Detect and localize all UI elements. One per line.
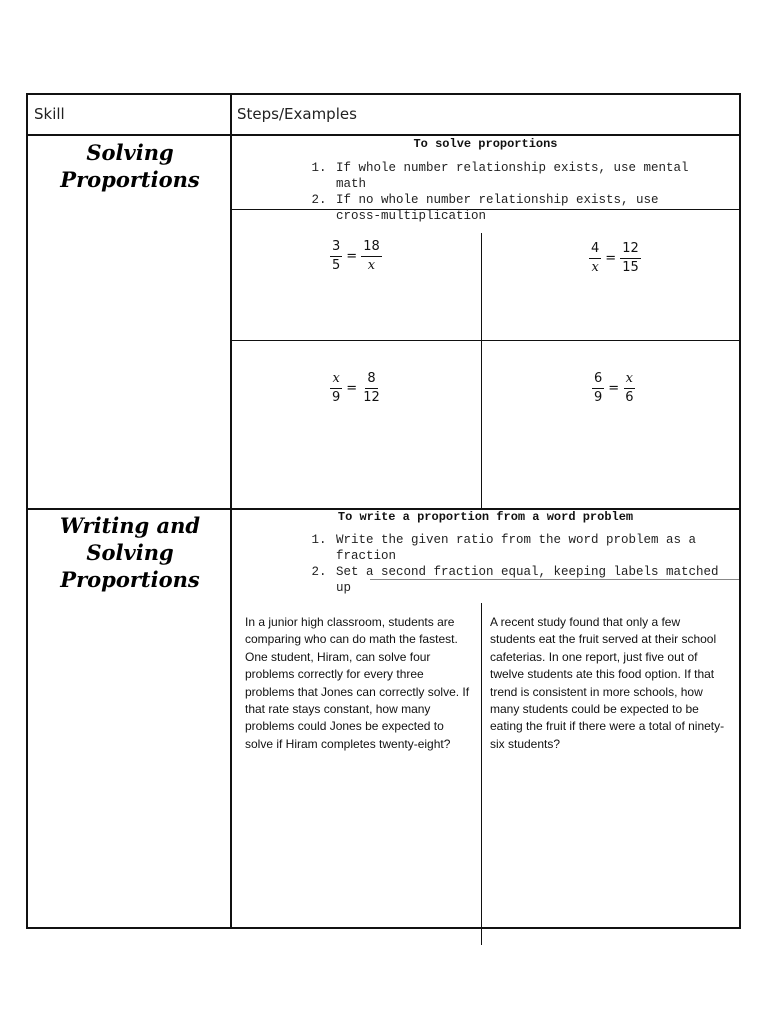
fraction: $\frac{3}{5}$ [332, 239, 341, 273]
skill-title-line: Proportions [60, 167, 200, 192]
fraction: $\frac{12}{15}$ [622, 241, 639, 275]
skill-column-header: Skill [34, 105, 65, 123]
header-divider [26, 134, 741, 136]
steps-list [312, 160, 704, 224]
steps-column-header: Steps/Examples [237, 105, 357, 123]
steps-list [312, 532, 724, 596]
fraction: $\frac{4}{x}$ [591, 241, 600, 275]
steps-title: To solve proportions [413, 137, 558, 151]
row2-problems-vertical-divider [481, 603, 482, 945]
fraction: $\frac{x}{6}$ [625, 371, 634, 405]
row1-examples-vertical-divider [481, 233, 482, 508]
skill-title-writing-and-solving-proportions [32, 512, 228, 593]
fraction: $\frac{8}{12}$ [363, 371, 380, 405]
skill-title-line: Solving [86, 540, 174, 565]
step-item: 2. If no whole number relationship exists, use cross-multiplication [334, 192, 704, 224]
fraction: $\frac{6}{9}$ [594, 371, 603, 405]
equals-sign: = [605, 251, 617, 266]
proportion-example [328, 371, 384, 406]
skill-title-line: Writing and [59, 513, 201, 538]
word-problem: In a junior high classroom, students are comparing who can do math the fastest. One student, Hiram, can solve four problems correctly for every three problems that Jones can correctly solve. If that rate stays constant, how many problems could Jones be expected to solve if Hiram completes twenty-eight? [245, 615, 470, 751]
equals-sign: = [608, 381, 620, 396]
skill-title-solving-proportions [32, 139, 228, 193]
fraction: $\frac{18}{x}$ [363, 239, 380, 273]
equals-sign: = [346, 381, 358, 396]
word-problem: A recent study found that only a few students eat the fruit served at their school cafeterias. In one report, just five out of twelve students ate this food option. If that trend is consistent in more schools, how many students could be expected to be eating the fruit if there were a total of ninety-six students? [490, 615, 725, 751]
proportion-example [587, 241, 643, 276]
step-item: 1. If whole number relationship exists, use mental math [334, 160, 704, 192]
proportion-example [590, 371, 637, 406]
fraction: $\frac{x}{9}$ [332, 371, 341, 405]
equals-sign: = [346, 249, 358, 264]
step-item: 1. Write the given ratio from the word problem as a fraction [334, 532, 724, 564]
skill-title-line: Solving [86, 140, 174, 165]
steps-title: To write a proportion from a word problem [337, 510, 634, 524]
row1-examples-horizontal-divider [232, 340, 739, 341]
step-item: 2. Set a second fraction equal, keeping labels matched up [334, 564, 724, 596]
proportion-example [328, 239, 384, 274]
skill-title-line: Proportions [60, 567, 200, 592]
